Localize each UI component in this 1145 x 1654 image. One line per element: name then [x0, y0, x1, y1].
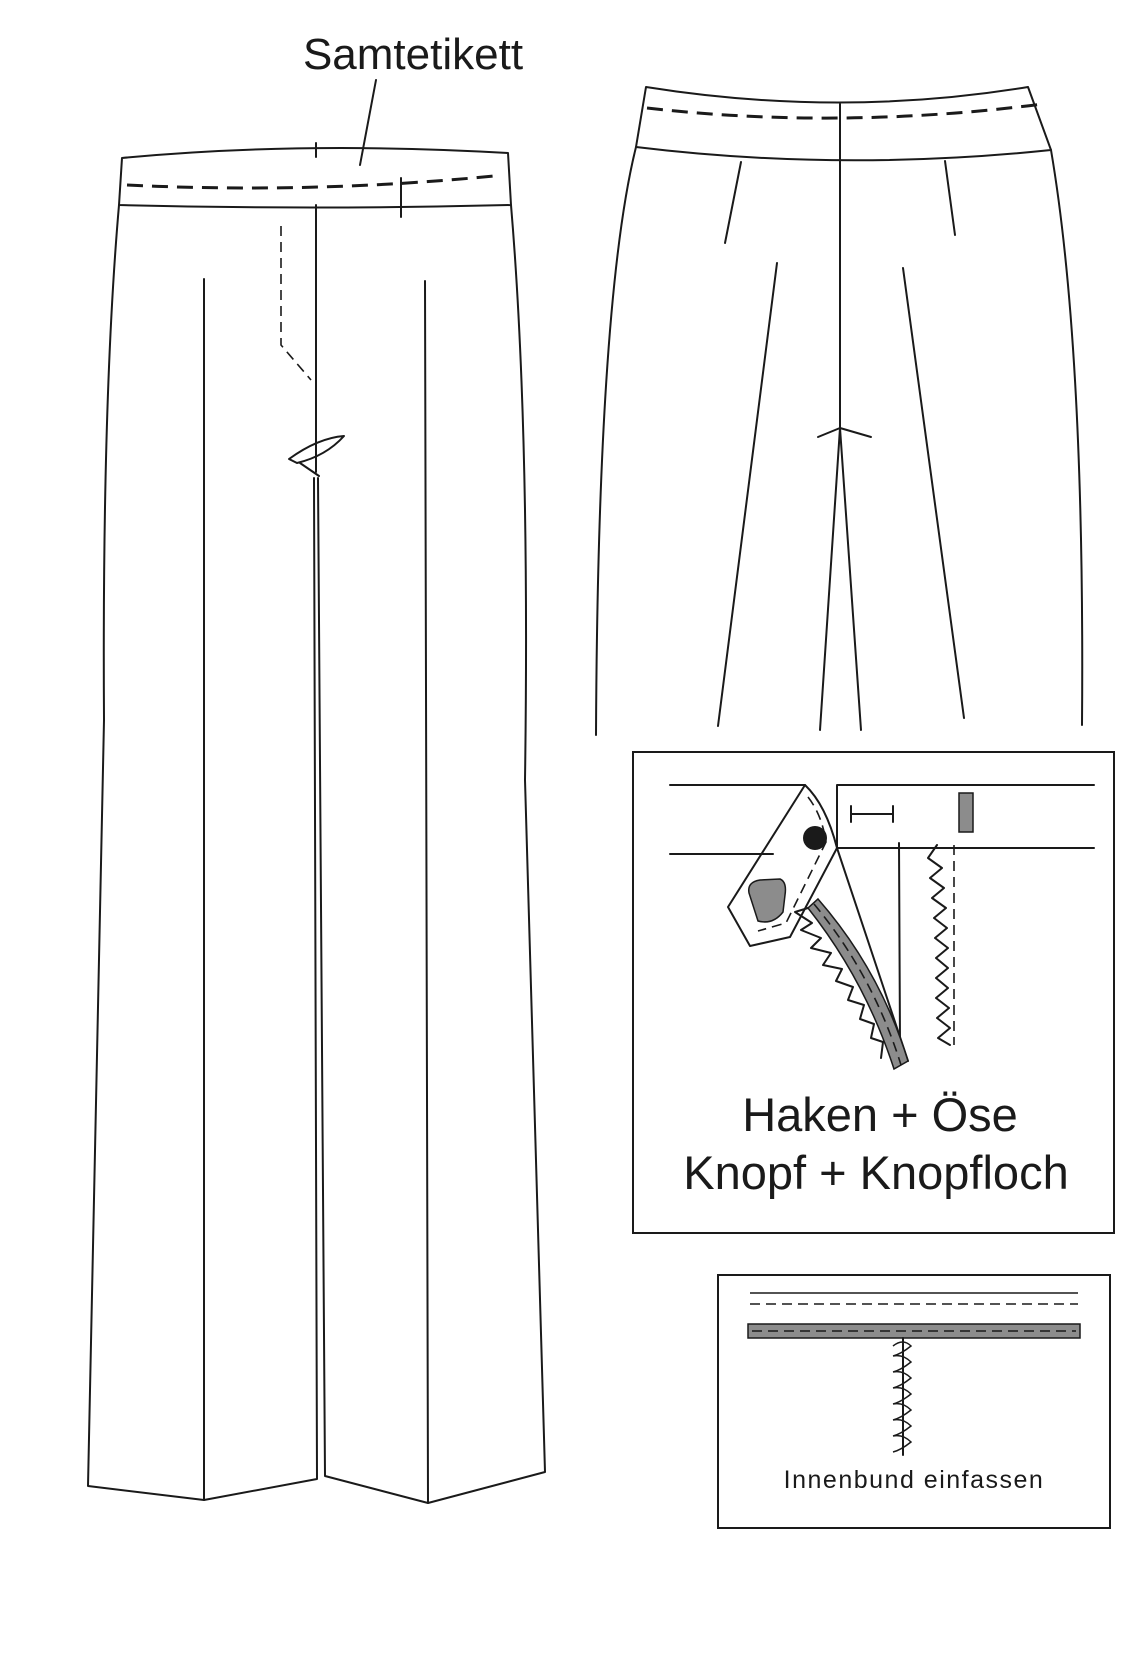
back-right-dart: [945, 161, 955, 235]
back-right-side-outline: [1051, 150, 1082, 725]
back-right-crease: [903, 268, 964, 718]
right-placket-line: [899, 843, 900, 1045]
closure-label-line-1: Haken + Öse: [742, 1088, 1018, 1141]
closure-detail-box: [633, 752, 1114, 1233]
back-waistband-stitching: [647, 104, 1043, 118]
back-left-inseam: [820, 428, 840, 730]
back-left-side-outline: [596, 147, 636, 735]
velvet-label-callout: [303, 30, 523, 165]
fly-stitching: [281, 226, 311, 380]
inner-waistband-label: Innenbund einfassen: [783, 1466, 1045, 1494]
back-right-inseam: [840, 428, 861, 730]
velvet-label-leader-line: [360, 80, 376, 165]
closure-label-line-2: Knopf + Knopfloch: [683, 1146, 1069, 1199]
back-left-crease: [718, 263, 777, 726]
front-waistband-stitching: [127, 176, 494, 188]
eye-icon: [959, 793, 973, 832]
trousers-front-view: [88, 143, 545, 1503]
front-left-leg-outline: [88, 205, 317, 1500]
back-left-dart: [725, 162, 741, 243]
velvet-label-text: Samtetikett: [302, 30, 524, 79]
front-right-leg-outline: [318, 205, 545, 1503]
back-waistband: [636, 87, 1051, 160]
inner-waistband-box: [718, 1275, 1110, 1528]
back-crotch-tack: [818, 428, 871, 437]
hook-icon: [851, 806, 893, 822]
trousers-back-view: [596, 87, 1082, 735]
button-icon: [803, 826, 827, 850]
front-right-crease: [425, 281, 428, 1503]
buttonhole-patch: [749, 879, 786, 922]
zipper-teeth-right: [928, 845, 950, 1045]
